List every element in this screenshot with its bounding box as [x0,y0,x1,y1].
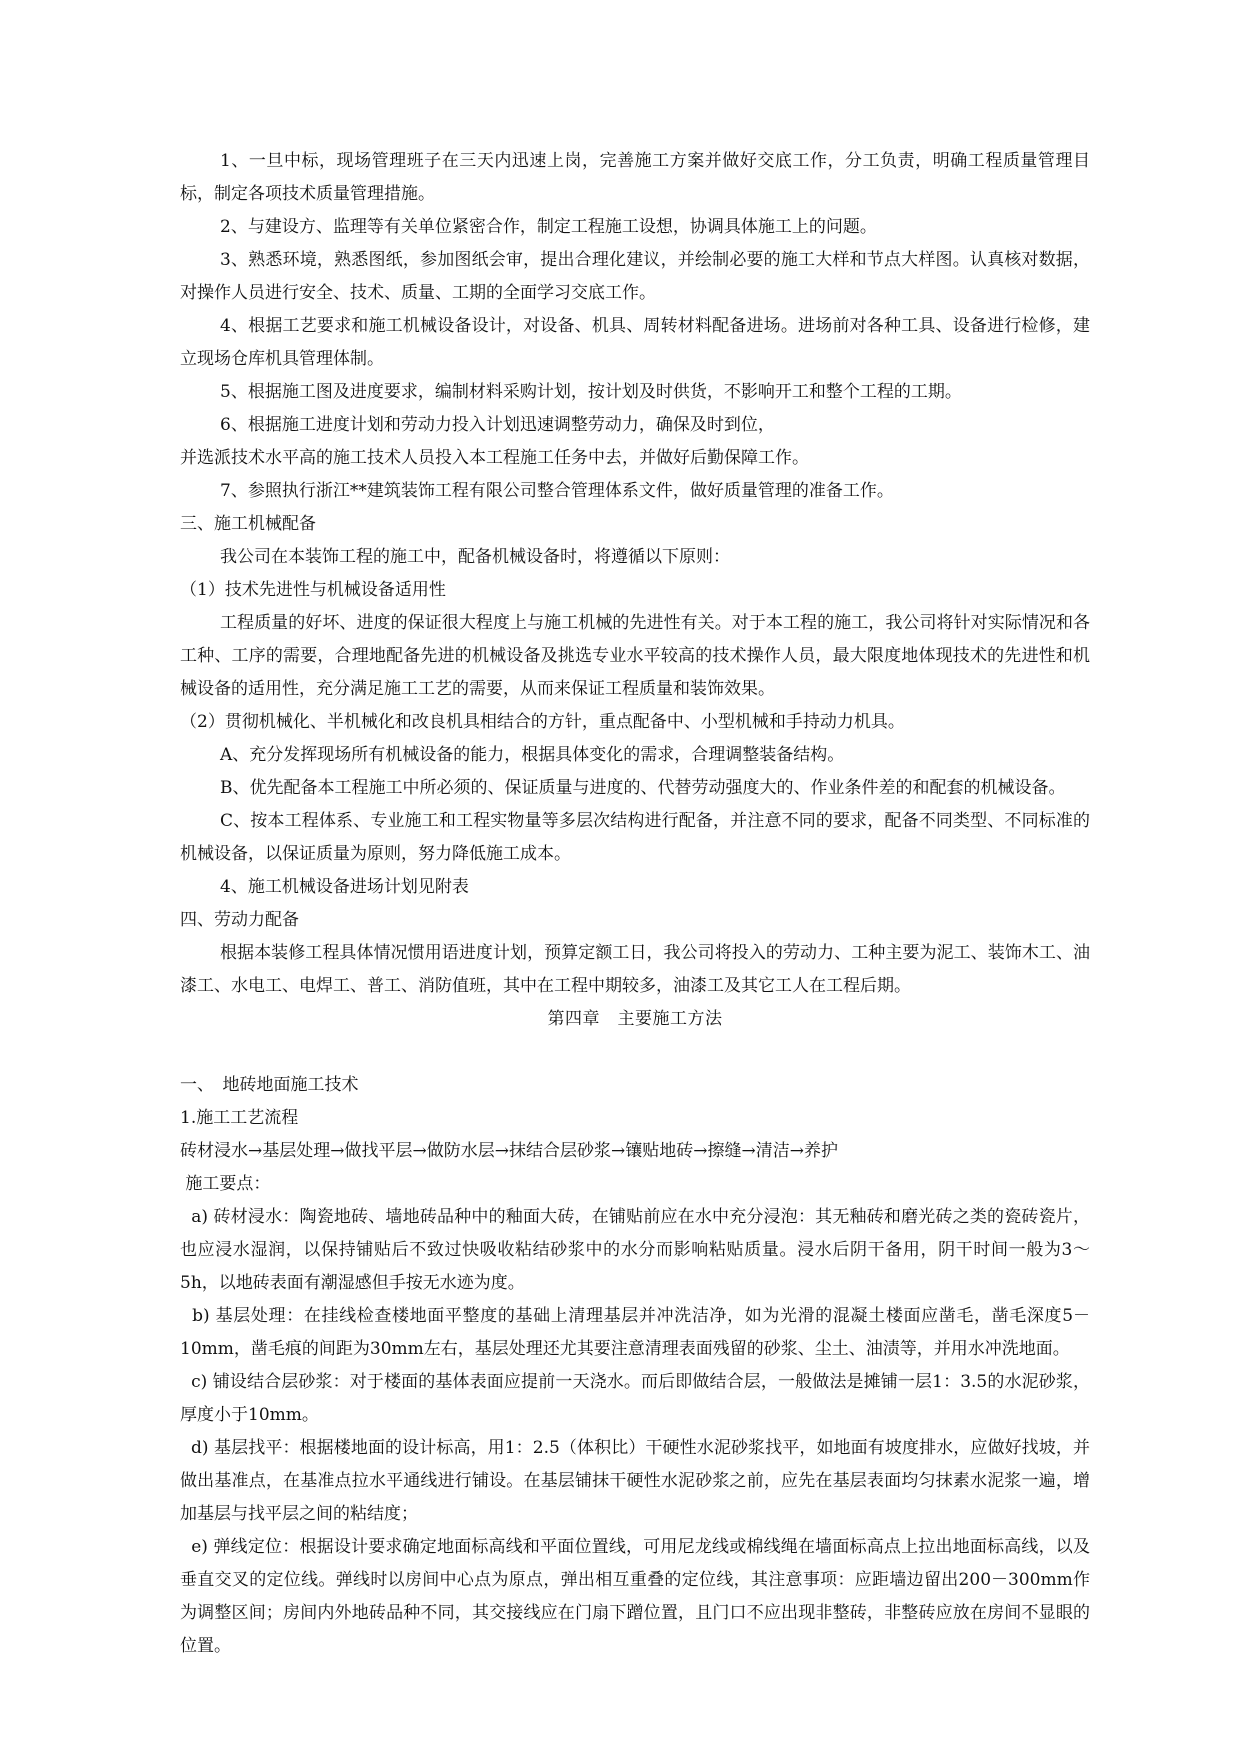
key-points-label: 施工要点： [180,1174,271,1194]
subheading-process: 1.施工工艺流程 [180,1108,299,1128]
paragraph-5: 5、根据施工图及进度要求，编制材料采购计划，按计划及时供货，不影响开工和整个工程的工期。 [220,382,962,402]
paragraph-6-continued: 并选派技术水平高的施工技术人员投入本工程施工任务中去，并做好后勤保障工作。 [180,448,809,468]
item-c: C、按本工程体系、专业施工和工程实物量等多层次结构进行配备，并注意不同的要求，配备不同类型、不同标准的机械设备，以保证质量为原则，努力降低施工成本。 [180,811,1090,864]
subheading-2: （2）贯彻机械化、半机械化和改良机具相结合的方针，重点配备中、小型机械和手持动力机具。 [180,712,905,732]
point-c: c) 铺设结合层砂浆：对于楼面的基体表面应提前一天浇水。而后即做结合层，一般做法是摊铺一层1：3.5的水泥砂浆，厚度小于10mm。 [180,1372,1090,1425]
paragraph-4: 4、根据工艺要求和施工机械设备设计，对设备、机具、周转材料配备进场。进场前对各种工具、设备进行检修，建立现场仓库机具管理体制。 [180,316,1090,369]
paragraph-machinery-intro: 我公司在本装饰工程的施工中，配备机械设备时，将遵循以下原则： [220,547,730,567]
item-b: B、优先配备本工程施工中所必须的、保证质量与进度的、代替劳动强度大的、作业条件差的和配套的机械设备。 [220,778,1066,798]
point-a: a) 砖材浸水：陶瓷地砖、墙地砖品种中的釉面大砖，在铺贴前应在水中充分浸泡：其无釉砖和磨光砖之类的瓷砖瓷片，也应浸水湿润，以保持铺贴后不致过快吸收粘结砂浆中的水分而影响粘贴质量。浸水后阴干备用，阴干时间一般为3～5h，以地砖表面有潮湿感但手按无水迹为度。 [180,1207,1090,1293]
section-heading-labor: 四、劳动力配备 [180,910,299,930]
paragraph-labor: 根据本装修工程具体情况惯用语进度计划，预算定额工日，我公司将投入的劳动力、工种主要为泥工、装饰木工、油漆工、水电工、电焊工、普工、消防值班，其中在工程中期较多，油漆工及其它工人在工程后期。 [180,943,1090,996]
document-page [180,145,1090,1663]
point-d: d) 基层找平：根据楼地面的设计标高，用1：2.5（体积比）干硬性水泥砂浆找平，如地面有坡度排水，应做好找坡，并做出基准点，在基准点拉水平通线进行铺设。在基层铺抹干硬性水泥砂浆之前，应先在基层表面均匀抹素水泥浆一遍，增加基层与找平层之间的粘结度； [180,1438,1090,1524]
paragraph-6: 6、根据施工进度计划和劳动力投入计划迅速调整劳动力，确保及时到位， [220,415,775,435]
subheading-1: （1）技术先进性与机械设备适用性 [180,580,446,600]
paragraph-1: 1、一旦中标，现场管理班子在三天内迅速上岗，完善施工方案并做好交底工作，分工负责，明确工程质量管理目标，制定各项技术质量管理措施。 [180,151,1090,204]
item-a: A、充分发挥现场所有机械设备的能力，根据具体变化的需求，合理调整装备结构。 [220,745,845,765]
point-b: b) 基层处理：在挂线检查楼地面平整度的基础上清理基层并冲洗洁净，如为光滑的混凝土楼面应凿毛，凿毛深度5－10mm，凿毛痕的间距为30mm左右，基层处理还尤其要注意清理表面残留的砂浆、尘土、油渍等，并用水冲洗地面。 [180,1306,1091,1359]
section-heading-floor-tile: 一、 地砖地面施工技术 [180,1075,359,1095]
paragraph-quality: 工程质量的好坏、进度的保证很大程度上与施工机械的先进性有关。对于本工程的施工，我公司将针对实际情况和各工种、工序的需要，合理地配备先进的机械设备及挑选专业水平较高的技术操作人员，最大限度地体现技术的先进性和机械设备的适用性，充分满足施工工艺的需要，从而来保证工程质量和装饰效果。 [180,613,1090,699]
chapter-title: 第四章 主要施工方法 [547,1009,723,1029]
section-heading-machinery: 三、施工机械配备 [180,514,316,534]
paragraph-7: 7、参照执行浙江**建筑装饰工程有限公司整合管理体系文件，做好质量管理的准备工作。 [220,481,894,501]
item-4: 4、施工机械设备进场计划见附表 [220,877,469,897]
paragraph-2: 2、与建设方、监理等有关单位紧密合作，制定工程施工设想，协调具体施工上的问题。 [220,217,877,237]
paragraph-3: 3、熟悉环境，熟悉图纸，参加图纸会审，提出合理化建议，并绘制必要的施工大样和节点大样图。认真核对数据，对操作人员进行安全、技术、质量、工期的全面学习交底工作。 [180,250,1090,303]
process-flow: 砖材浸水→基层处理→做找平层→做防水层→抹结合层砂浆→镶贴地砖→擦缝→清洁→养护 [180,1141,838,1161]
point-e: e) 弹线定位：根据设计要求确定地面标高线和平面位置线，可用尼龙线或棉线绳在墙面标高点上拉出地面标高线，以及垂直交叉的定位线。弹线时以房间中心点为原点，弹出相互重叠的定位线，其注意事项：应距墙边留出200－300mm作为调整区间；房间内外地砖品种不同，其交接线应在门扇下蹭位置，且门口不应出现非整砖，非整砖应放在房间不显眼的位置。 [180,1537,1090,1656]
